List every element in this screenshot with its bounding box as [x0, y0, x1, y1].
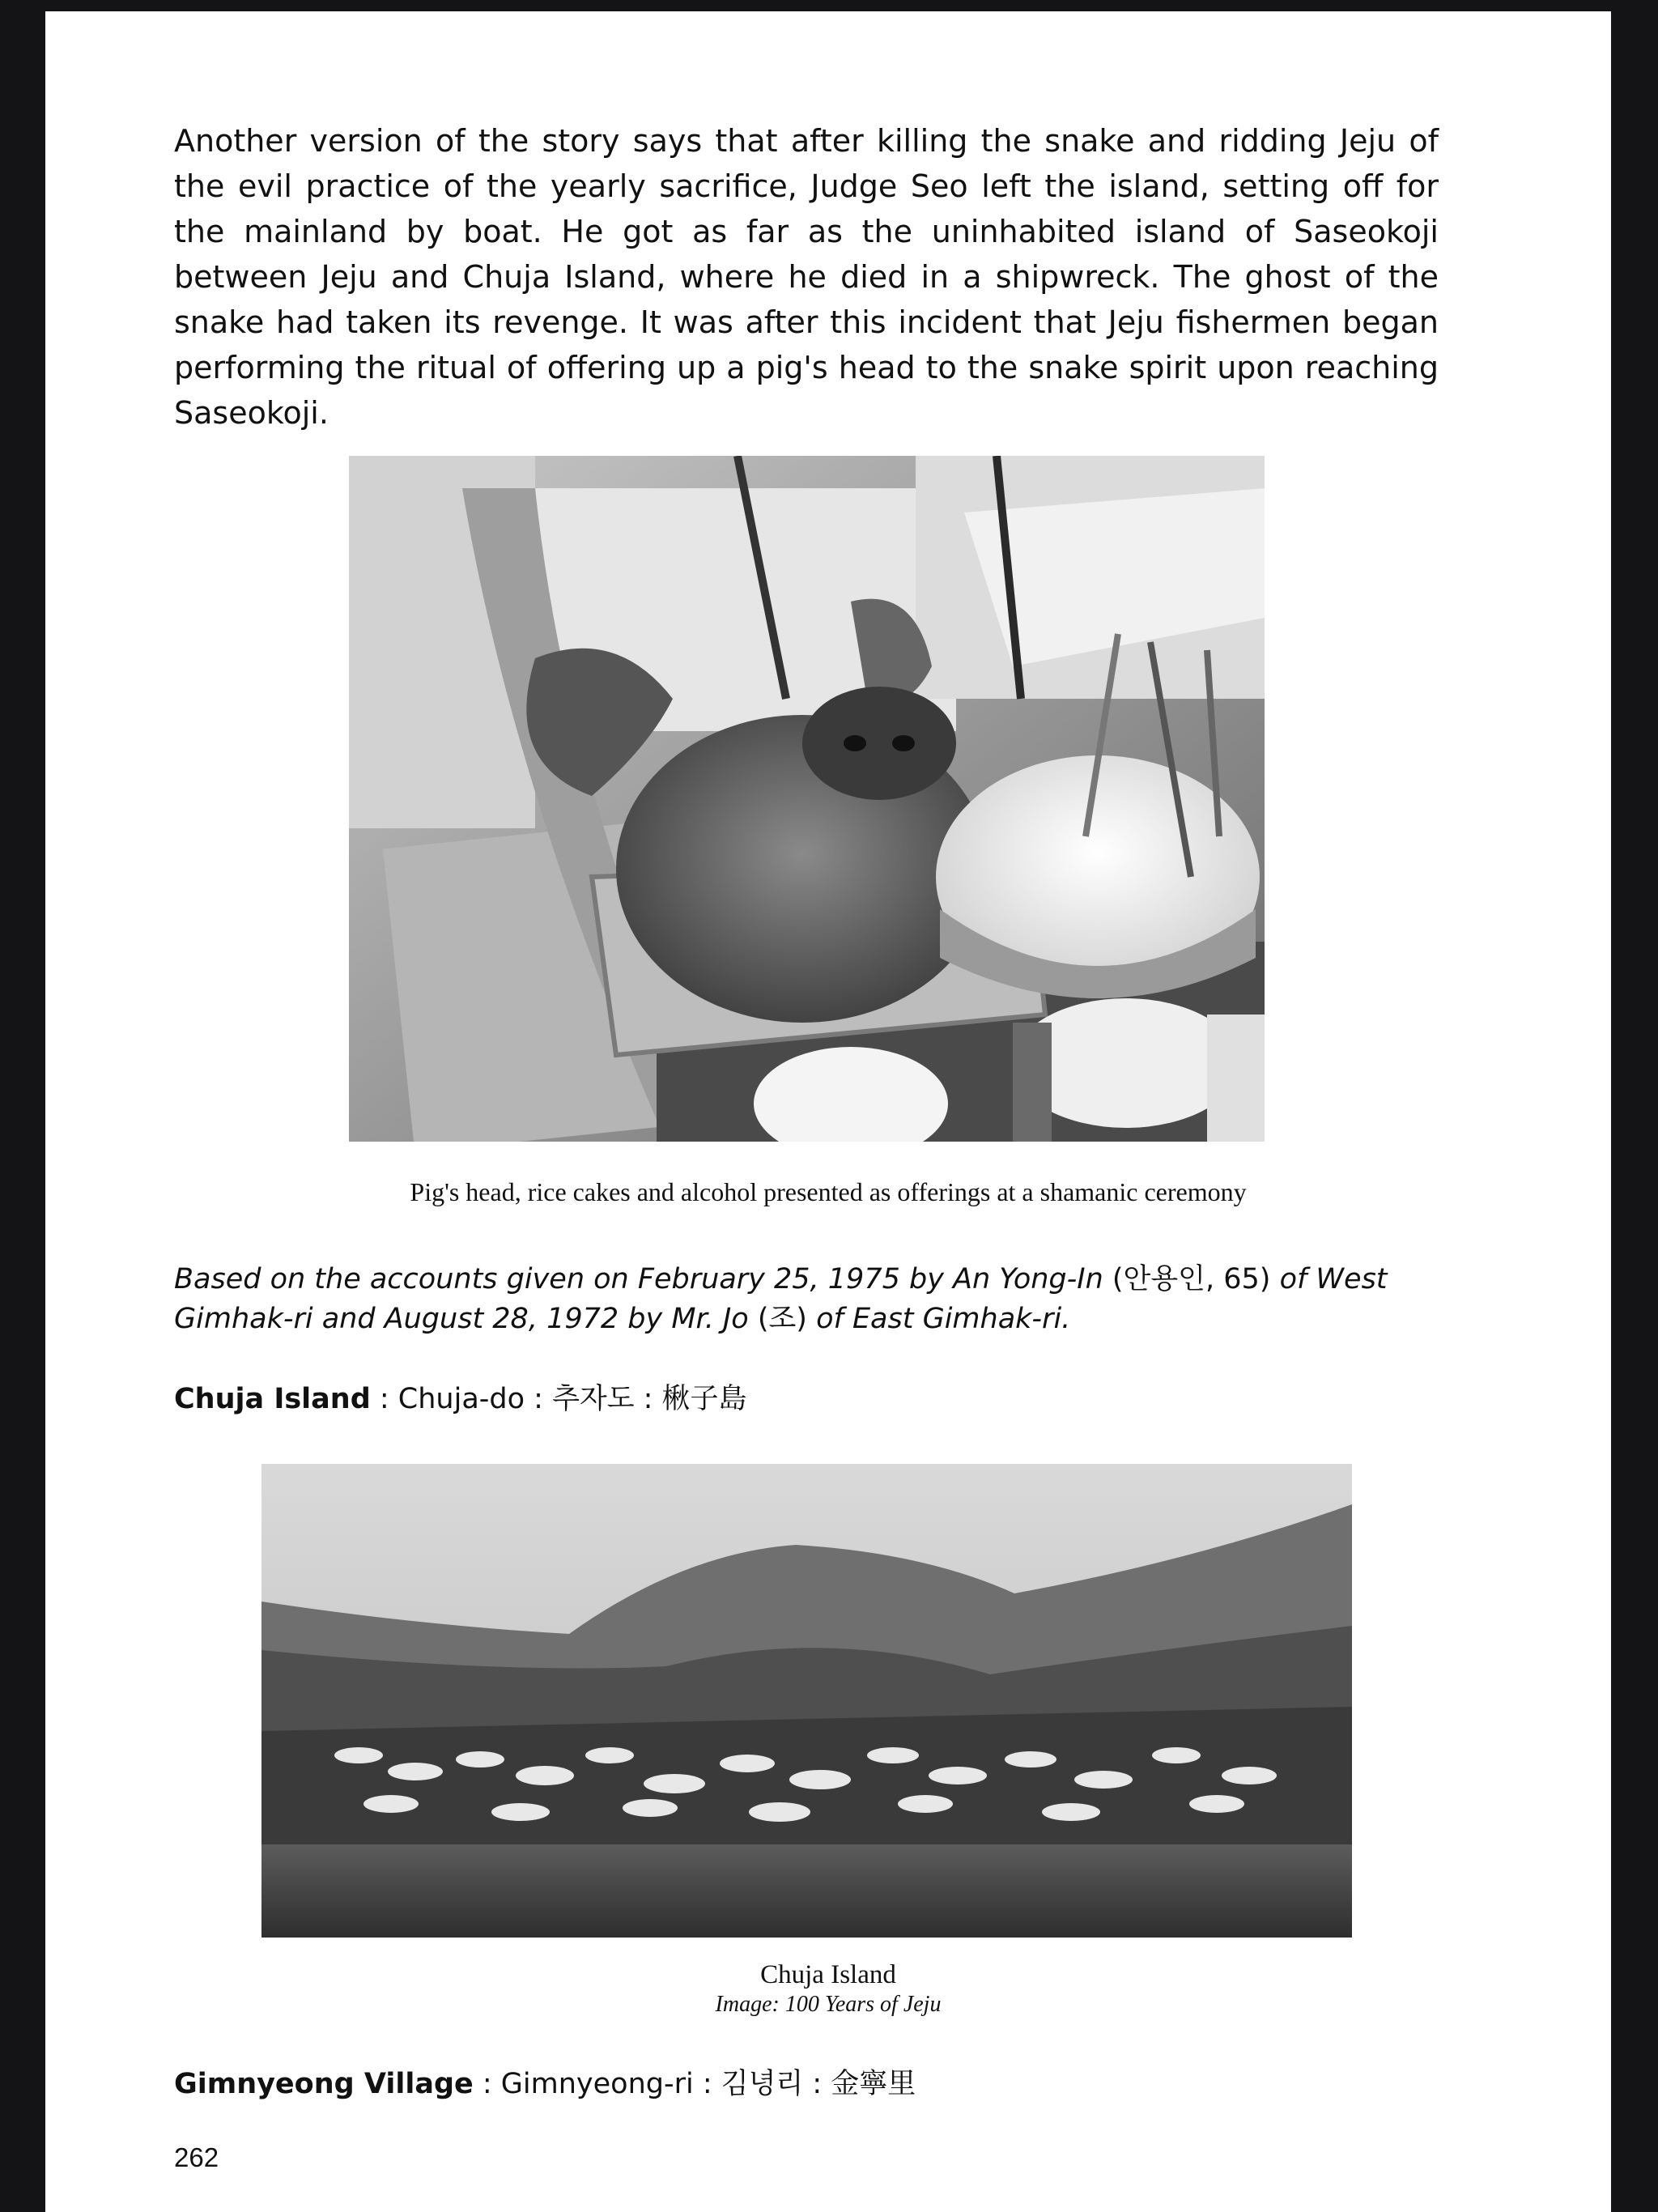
- attribution-note: Based on the accounts given on February 25, 1975 by An Yong-In (안용인, 65) of West Gimhak-ri and August 28, 1972 by Mr. Jo (조) of East Gimhak-ri.: [174, 1263, 1388, 1335]
- term-gimnyeong-village: Gimnyeong Village : Gimnyeong-ri : 김녕리 : 金寧里: [174, 2068, 916, 2100]
- body-paragraph: Another version of the story says that after killing the snake and ridding Jeju of the evil practice of the yearly sacrifice, Judge Seo left the island, setting off for the mainland by boat. He got as far as the uninhabited island of Saseokoji between Jeju and Chuja Island, where he died in a shipwreck. The ghost of the snake had taken its revenge. It was after this incident that Jeju fishermen began performing the ritual of offering up a pig's head to the snake spirit upon reaching Saseokoji.: [174, 123, 1439, 431]
- figure-2-caption: Chuja Island: [760, 1960, 896, 1989]
- document-page: [45, 11, 1611, 2212]
- figure-1-caption: Pig's head, rice cakes and alcohol presented as offerings at a shamanic ceremony: [410, 1177, 1247, 1206]
- page-number: 262: [174, 2142, 219, 2172]
- chuja-island-photo: [261, 1464, 1352, 1938]
- term-chuja-island: Chuja Island : Chuja-do : 추자도 : 楸子島: [174, 1383, 747, 1415]
- figure-2-credit: Image: 100 Years of Jeju: [715, 1992, 942, 2017]
- pig-head-offering-photo: [349, 456, 1265, 1142]
